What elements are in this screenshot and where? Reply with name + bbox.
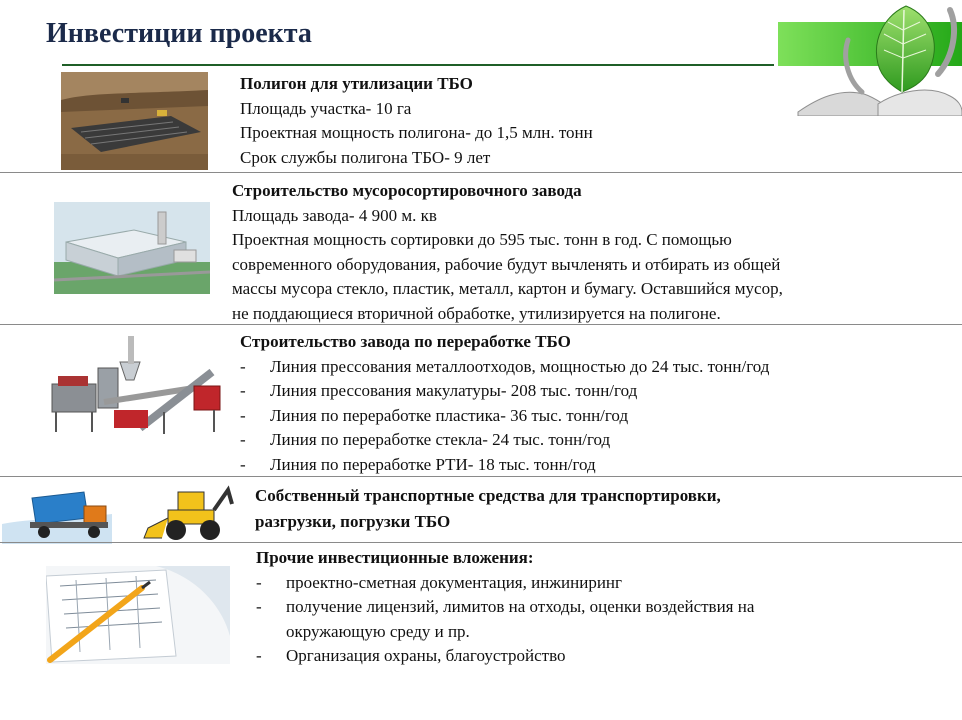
bullet-dash: -: [240, 381, 246, 400]
list-item-text: Линия по переработке пластика- 36 тыс. тонн/год: [270, 405, 629, 425]
list-item: [240, 453, 769, 478]
list-item-text: проектно-сметная документация, инжиниринг: [286, 572, 623, 592]
section-vehicles: [255, 483, 721, 535]
section-divider: [0, 324, 962, 325]
section-other-investments: [256, 546, 754, 669]
list-item-text: Организация охраны, благоустройство: [286, 646, 566, 665]
sorting-plant-render: [54, 202, 210, 294]
title-underline: [62, 64, 774, 66]
section-sorting-line: Проектная мощность сортировки до 595 тыс. тонн в год. С помощью: [232, 230, 732, 249]
bullet-dash: -: [240, 356, 246, 376]
list-item: [240, 404, 769, 429]
section-divider: [0, 476, 962, 477]
section-sorting-plant: [232, 179, 783, 326]
list-item-continuation: [256, 620, 754, 645]
bullet-dash: -: [240, 405, 246, 425]
bullet-dash: -: [256, 597, 262, 616]
backhoe-loader-image: [140, 480, 236, 546]
section-divider: [0, 172, 962, 173]
list-item-text: Линия прессования металлоотходов, мощностью до 24 тыс. тонн/год: [270, 356, 770, 376]
section-landfill: [240, 72, 593, 170]
list-item: [256, 595, 754, 620]
bullet-dash: -: [256, 646, 262, 665]
processing-line-machinery: [44, 332, 228, 440]
list-item: [240, 355, 769, 380]
list-item: [240, 428, 769, 453]
list-item: [240, 379, 769, 404]
list-item: [256, 644, 754, 669]
list-item-text: окружающую среду и пр.: [286, 621, 470, 641]
garbage-truck-image: [2, 484, 112, 544]
section-other-heading: Прочие инвестиционные вложения:: [256, 548, 534, 567]
section-vehicles-heading: Собственный транспортные средства для транспортировки,: [255, 486, 721, 505]
list-item-text: Линия прессования макулатуры- 208 тыс. тонн/год: [270, 381, 638, 400]
section-sorting-line: современного оборудования, рабочие будут вычленять и отбирать из общей: [232, 254, 781, 274]
bullet-dash: -: [240, 430, 246, 449]
list-item: [256, 571, 754, 596]
list-item-text: Линия по переработке РТИ- 18 тыс. тонн/год: [270, 454, 596, 474]
list-item-text: получение лицензий, лимитов на отходы, оценки воздействия на: [286, 597, 755, 616]
section-landfill-line: Проектная мощность полигона- до 1,5 млн. тонн: [240, 123, 593, 142]
section-sorting-line: Площадь завода- 4 900 м. кв: [232, 205, 437, 225]
leaf-hands-logo: [778, 0, 962, 116]
blueprints-image: [46, 566, 230, 664]
section-landfill-heading: Полигон для утилизации ТБО: [240, 74, 473, 93]
landfill-photo: [61, 72, 208, 170]
list-item-text: Линия по переработке стекла- 24 тыс. тонн/год: [270, 430, 611, 449]
section-sorting-heading: Строительство мусоросортировочного завода: [232, 181, 582, 200]
page-title: Инвестиции проекта: [46, 18, 312, 49]
section-landfill-line: Срок службы полигона ТБО- 9 лет: [240, 147, 491, 167]
section-processing-heading: Строительство завода по переработке ТБО: [240, 332, 571, 351]
section-processing-plant: [240, 330, 769, 477]
bullet-dash: -: [256, 572, 262, 592]
section-vehicles-heading: разгрузки, погрузки ТБО: [255, 512, 451, 531]
bullet-dash: -: [240, 454, 246, 474]
section-divider: [0, 542, 962, 543]
section-landfill-line: Площадь участка- 10 га: [240, 98, 412, 118]
section-sorting-line: не поддающиеся вторичной обработке, утилизируется на полигоне.: [232, 303, 721, 323]
section-sorting-line: массы мусора стекло, пластик, металл, картон и бумагу. Оставшийся мусор,: [232, 279, 783, 298]
